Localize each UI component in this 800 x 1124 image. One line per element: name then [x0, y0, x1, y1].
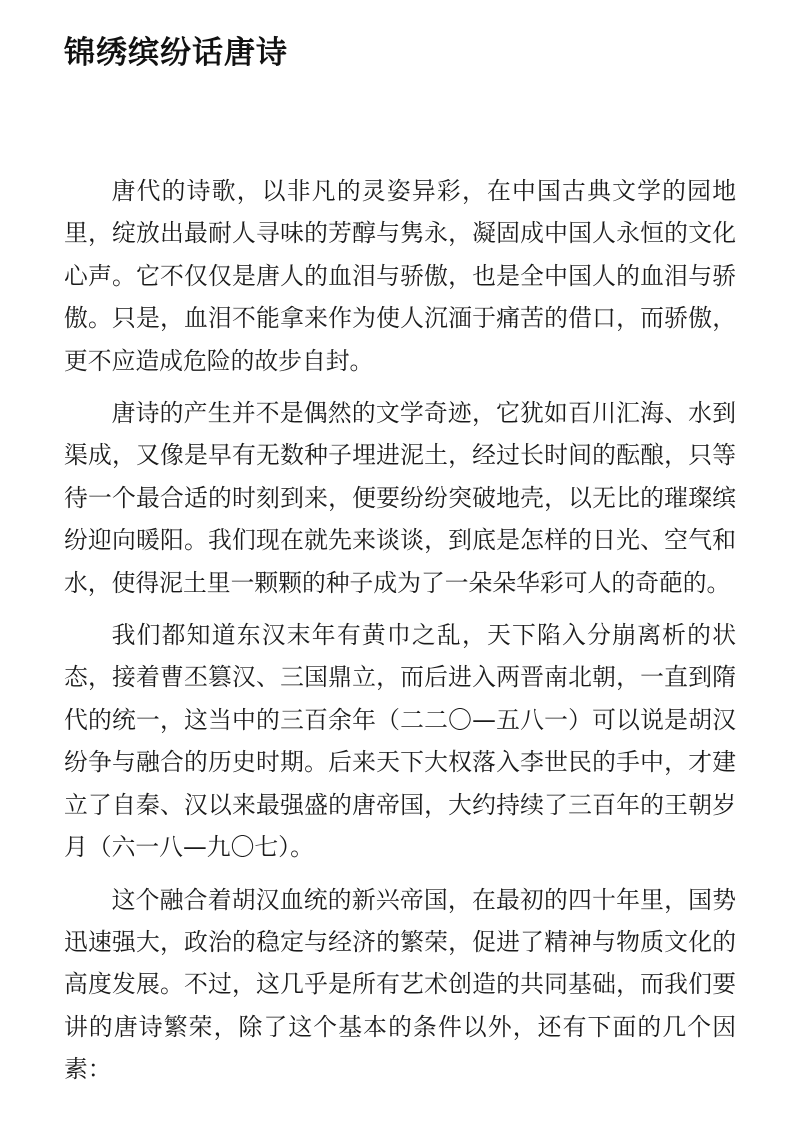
- paragraph-1: 唐代的诗歌，以非凡的灵姿异彩，在中国古典文学的园地里，绽放出最耐人寻味的芳醇与隽永，凝固成中国人永恒的文化心声。它不仅仅是唐人的血泪与骄傲，也是全中国人的血泪与骄傲。只是，血泪不能拿来作为使人沉湎于痛苦的借口，而骄傲，更不应造成危险的故步自封。: [64, 177, 736, 375]
- paragraph-3: 我们都知道东汉末年有黄巾之乱，天下陷入分崩离析的状态，接着曹丕篡汉、三国鼎立，而后进入两晋南北朝，一直到隋代的统一，这当中的三百余年（二二〇—五八一）可以说是胡汉纷争与融合的历史时期。后来天下大权落入李世民的手中，才建立了自秦、汉以来最强盛的唐帝国，大约持续了三百年的王朝岁月（六一八—九〇七）。: [64, 621, 736, 862]
- running-title: 锦绣缤纷话唐诗: [64, 35, 288, 71]
- paragraph-2: 唐诗的产生并不是偶然的文学奇迹，它犹如百川汇海、水到渠成，又像是早有无数种子埋进泥土，经过长时间的酝酿，只等待一个最合适的时刻到来，便要纷纷突破地壳，以无比的璀璨缤纷迎向暖阳。我们现在就先来谈谈，到底是怎样的日光、空气和水，使得泥土里一颗颗的种子成为了一朵朵华彩可人的奇葩的。: [64, 399, 736, 597]
- paragraph-4: 这个融合着胡汉血统的新兴帝国，在最初的四十年里，国势迅速强大，政治的稳定与经济的繁荣，促进了精神与物质文化的高度发展。不过，这几乎是所有艺术创造的共同基础，而我们要讲的唐诗繁荣，除了这个基本的条件以外，还有下面的几个因素：: [64, 885, 736, 1084]
- body-text: [64, 170, 736, 1091]
